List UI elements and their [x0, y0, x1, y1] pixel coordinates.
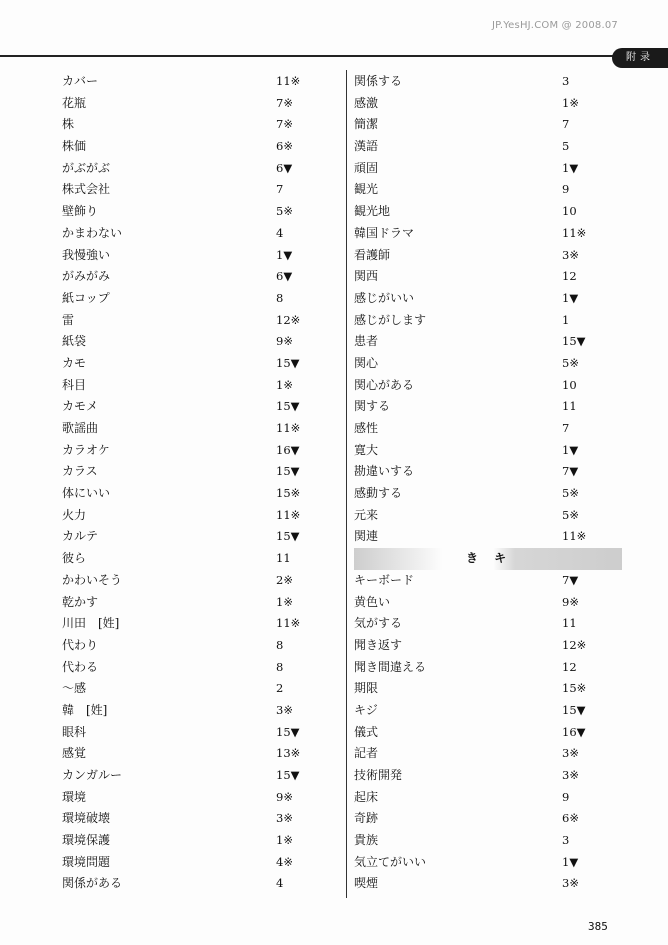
entry-word: 株式会社 [62, 182, 111, 197]
entry-lesson-number: 11 [276, 551, 291, 566]
entry-word: 技術開発 [354, 768, 403, 782]
entry-lesson-number: 3※ [562, 247, 579, 262]
entry-word: 関する [354, 399, 391, 414]
entry-word: 韓 [姓] [62, 702, 108, 717]
entry-word: 関心がある [354, 377, 415, 392]
entry-lesson-number: 15▼ [276, 529, 300, 544]
entry-word: カモ [62, 355, 87, 370]
index-entry [62, 158, 342, 180]
entry-word: 関係する [354, 74, 403, 88]
index-entry [62, 483, 342, 505]
entry-lesson-number: 4※ [276, 854, 293, 869]
section-heading-ki [354, 548, 622, 570]
entry-lesson-number: 3 [562, 74, 570, 88]
index-entry [354, 331, 614, 353]
index-entry [62, 266, 342, 288]
entry-word: 代わり [62, 637, 99, 652]
index-entry [354, 418, 614, 440]
entry-lesson-number: 9※ [276, 334, 293, 349]
entry-word: 貴族 [354, 833, 379, 848]
entry-lesson-number: 15▼ [562, 334, 586, 349]
entry-word: がぶがぶ [62, 160, 111, 175]
entry-word: 紙コップ [62, 290, 110, 305]
entry-lesson-number: 3※ [562, 768, 579, 782]
entry-lesson-number: 15▼ [562, 702, 586, 717]
index-entry [354, 288, 614, 310]
entry-lesson-number: 15※ [276, 486, 301, 501]
index-entry [354, 353, 614, 375]
entry-lesson-number: 1※ [276, 377, 293, 392]
index-entry [354, 526, 614, 548]
entry-lesson-number: 2 [276, 681, 284, 696]
index-entry [62, 418, 342, 440]
entry-lesson-number: 1▼ [562, 160, 579, 175]
entry-lesson-number: 11 [562, 616, 577, 631]
index-entry [354, 613, 614, 635]
index-entry [354, 808, 614, 830]
entry-word: カモメ [62, 399, 99, 414]
entry-word: カラス [62, 464, 98, 479]
entry-lesson-number: 11※ [276, 74, 301, 88]
entry-word: 感激 [354, 95, 379, 110]
index-entry [354, 158, 614, 180]
entry-lesson-number: 1※ [276, 833, 293, 848]
index-entry [62, 852, 342, 874]
entry-word: 喫煙 [354, 876, 379, 891]
index-entry [354, 136, 614, 158]
entry-lesson-number: 1▼ [562, 442, 579, 457]
index-entry [62, 808, 342, 830]
entry-lesson-number: 7※ [276, 117, 293, 132]
entry-lesson-number: 9 [562, 182, 570, 197]
entry-word: 環境 [62, 789, 87, 804]
entry-word: 看護師 [354, 247, 391, 262]
entry-lesson-number: 1 [562, 312, 570, 327]
entry-word: 環境保護 [62, 833, 111, 848]
index-entry [62, 245, 342, 267]
entry-word: 川田 [姓] [62, 616, 120, 631]
index-entry [354, 245, 614, 267]
index-entry [354, 570, 614, 592]
entry-word: 聞き間違える [354, 659, 427, 674]
entry-word: 感覚 [62, 746, 87, 761]
right-column [354, 71, 614, 895]
entry-lesson-number: 3※ [276, 702, 293, 717]
index-entry [62, 331, 342, 353]
index-entry [62, 678, 342, 700]
index-entry [62, 830, 342, 852]
entry-lesson-number: 4 [276, 225, 284, 240]
watermark-text: JP.YesHJ.COM @ 2008.07 [492, 20, 618, 31]
entry-word: 株価 [62, 139, 87, 154]
entry-word: 火力 [62, 507, 87, 522]
entry-word: 奇跡 [354, 811, 379, 826]
entry-word: 体にいい [62, 486, 111, 501]
entry-word: 株 [62, 117, 75, 132]
entry-word: カラオケ [62, 442, 110, 457]
entry-word: 元来 [354, 507, 379, 522]
entry-lesson-number: 6※ [276, 139, 293, 154]
entry-lesson-number: 1▼ [562, 854, 579, 869]
index-entry [62, 592, 342, 614]
entry-word: 記者 [354, 746, 379, 761]
page-number: 385 [588, 920, 608, 933]
entry-lesson-number: 10 [562, 204, 577, 219]
entry-lesson-number: 15▼ [276, 768, 300, 782]
entry-word: カルテ [62, 529, 99, 544]
index-entry [62, 743, 342, 765]
index-entry [354, 873, 614, 895]
entry-lesson-number: 5※ [562, 355, 579, 370]
entry-word: かまわない [62, 225, 123, 240]
index-entry [354, 700, 614, 722]
index-entry [354, 93, 614, 115]
entry-word: 観光地 [354, 204, 391, 219]
entry-lesson-number: 5※ [562, 507, 579, 522]
index-entry [62, 375, 342, 397]
index-entry [62, 635, 342, 657]
index-entry [62, 396, 342, 418]
index-entry [354, 266, 614, 288]
index-entry [62, 526, 342, 548]
entry-word: 期限 [354, 681, 379, 696]
entry-word: 韓国ドラマ [354, 225, 415, 240]
entry-lesson-number: 12 [562, 269, 577, 284]
entry-lesson-number: 6▼ [276, 160, 293, 175]
entry-word: 感動する [354, 486, 403, 501]
entry-lesson-number: 6※ [562, 811, 579, 826]
entry-lesson-number: 3※ [562, 746, 579, 761]
index-entry [354, 440, 614, 462]
index-entry [354, 461, 614, 483]
entry-word: 代わる [62, 659, 99, 674]
index-entry [62, 288, 342, 310]
index-entry [62, 93, 342, 115]
index-entry [354, 310, 614, 332]
entry-lesson-number: 12※ [276, 312, 301, 327]
index-entry [62, 71, 342, 93]
entry-word: 観光 [354, 182, 379, 197]
entry-lesson-number: 5 [562, 139, 570, 154]
index-entry [62, 114, 342, 136]
entry-word: 科目 [62, 377, 87, 392]
entry-lesson-number: 15▼ [276, 724, 300, 739]
index-entry [62, 201, 342, 223]
index-entry [354, 223, 614, 245]
entry-lesson-number: 7 [562, 117, 570, 132]
entry-lesson-number: 10 [562, 377, 577, 392]
index-entry [354, 743, 614, 765]
entry-word: 黄色い [354, 594, 391, 609]
entry-word: 関連 [354, 529, 379, 544]
index-entry [62, 765, 342, 787]
entry-word: 我慢強い [62, 247, 111, 262]
index-entry [62, 787, 342, 809]
entry-lesson-number: 15▼ [276, 464, 300, 479]
entry-lesson-number: 5※ [276, 204, 293, 219]
entry-lesson-number: 7▼ [562, 572, 579, 587]
column-divider [346, 70, 347, 898]
index-entry [62, 873, 342, 895]
entry-word: 頑固 [354, 160, 379, 175]
entry-lesson-number: 1※ [562, 95, 579, 110]
entry-word: 関西 [354, 269, 379, 284]
entry-word: 壁飾り [62, 204, 99, 219]
index-entry [354, 722, 614, 744]
entry-word: カバー [62, 74, 99, 88]
entry-word: 感じがします [354, 312, 427, 327]
entry-lesson-number: 16▼ [276, 442, 300, 457]
entry-word: 関係がある [62, 876, 123, 891]
entry-word: 漢語 [354, 139, 379, 154]
entry-word: 気がする [354, 616, 403, 631]
index-entry [354, 830, 614, 852]
index-entry [62, 505, 342, 527]
index-entry [62, 461, 342, 483]
entry-lesson-number: 7 [276, 182, 284, 197]
entry-word: 環境問題 [62, 854, 111, 869]
entry-word: キジ [354, 702, 378, 717]
index-entry [354, 396, 614, 418]
index-entry [62, 700, 342, 722]
entry-lesson-number: 9 [562, 789, 570, 804]
index-entry [354, 852, 614, 874]
index-entry [354, 657, 614, 679]
index-entry [62, 179, 342, 201]
entry-lesson-number: 7▼ [562, 464, 579, 479]
entry-word: がみがみ [62, 269, 111, 284]
entry-lesson-number: 11※ [276, 616, 301, 631]
entry-word: 儀式 [354, 724, 379, 739]
index-entry [62, 548, 342, 570]
entry-lesson-number: 3 [562, 833, 570, 848]
entry-lesson-number: 11 [562, 399, 577, 414]
entry-lesson-number: 8 [276, 637, 284, 652]
entry-lesson-number: 11※ [562, 529, 587, 544]
entry-lesson-number: 13※ [276, 746, 301, 761]
entry-word: 患者 [354, 334, 379, 349]
entry-lesson-number: 11※ [276, 421, 301, 435]
entry-lesson-number: 2※ [276, 572, 293, 587]
index-entry [62, 722, 342, 744]
section-heading-label: き キ [466, 551, 513, 566]
entry-word: 聞き返す [354, 637, 403, 652]
entry-word: キーボード [354, 572, 415, 587]
entry-word: カンガルー [62, 768, 123, 782]
entry-lesson-number: 8 [276, 290, 284, 305]
entry-lesson-number: 1▼ [562, 290, 579, 305]
entry-lesson-number: 1※ [276, 594, 293, 609]
entry-lesson-number: 12 [562, 659, 577, 674]
entry-lesson-number: 7 [562, 421, 570, 435]
entry-word: 起床 [354, 789, 379, 804]
index-entry [62, 613, 342, 635]
entry-lesson-number: 7※ [276, 95, 293, 110]
entry-word: 環境破壊 [62, 811, 111, 826]
entry-lesson-number: 15▼ [276, 399, 300, 414]
section-tab: 附录 [612, 48, 668, 68]
entry-word: ～感 [62, 681, 87, 696]
entry-word: 彼ら [62, 551, 87, 566]
entry-lesson-number: 11※ [562, 225, 587, 240]
index-entry [62, 353, 342, 375]
entry-lesson-number: 12※ [562, 637, 587, 652]
entry-word: 花瓶 [62, 95, 87, 110]
index-entry [62, 570, 342, 592]
entry-lesson-number: 9※ [276, 789, 293, 804]
entry-word: 乾かす [62, 594, 99, 609]
entry-word: 簡潔 [354, 117, 379, 132]
entry-lesson-number: 1▼ [276, 247, 293, 262]
entry-word: 関心 [354, 355, 379, 370]
entry-lesson-number: 8 [276, 659, 284, 674]
entry-lesson-number: 11※ [276, 507, 301, 522]
left-column [62, 71, 342, 895]
index-entry [62, 136, 342, 158]
index-entry [354, 505, 614, 527]
index-entry [354, 765, 614, 787]
entry-lesson-number: 4 [276, 876, 284, 891]
entry-word: 気立てがいい [354, 854, 427, 869]
header-rule [0, 55, 624, 57]
entry-lesson-number: 9※ [562, 594, 579, 609]
index-entry [62, 310, 342, 332]
entry-lesson-number: 16▼ [562, 724, 586, 739]
entry-word: 感性 [354, 421, 379, 435]
entry-word: 眼科 [62, 724, 87, 739]
index-entry [354, 201, 614, 223]
entry-lesson-number: 3※ [562, 876, 579, 891]
entry-word: 歌謡曲 [62, 421, 99, 435]
entry-lesson-number: 5※ [562, 486, 579, 501]
index-entry [354, 114, 614, 136]
entry-word: 紙袋 [62, 334, 87, 349]
entry-word: 感じがいい [354, 290, 415, 305]
index-entry [354, 592, 614, 614]
entry-lesson-number: 3※ [276, 811, 293, 826]
entry-word: かわいそう [62, 572, 123, 587]
index-entry [354, 635, 614, 657]
index-entry [354, 375, 614, 397]
index-entry [354, 787, 614, 809]
index-entry [354, 483, 614, 505]
index-entry [62, 440, 342, 462]
entry-word: 雷 [62, 312, 75, 327]
entry-lesson-number: 6▼ [276, 269, 293, 284]
entry-word: 寛大 [354, 442, 379, 457]
index-entry [354, 678, 614, 700]
index-entry [62, 657, 342, 679]
entry-lesson-number: 15※ [562, 681, 587, 696]
entry-word: 勘違いする [354, 464, 415, 479]
index-entry [354, 71, 614, 93]
entry-lesson-number: 15▼ [276, 355, 300, 370]
index-entry [62, 223, 342, 245]
index-entry [354, 179, 614, 201]
